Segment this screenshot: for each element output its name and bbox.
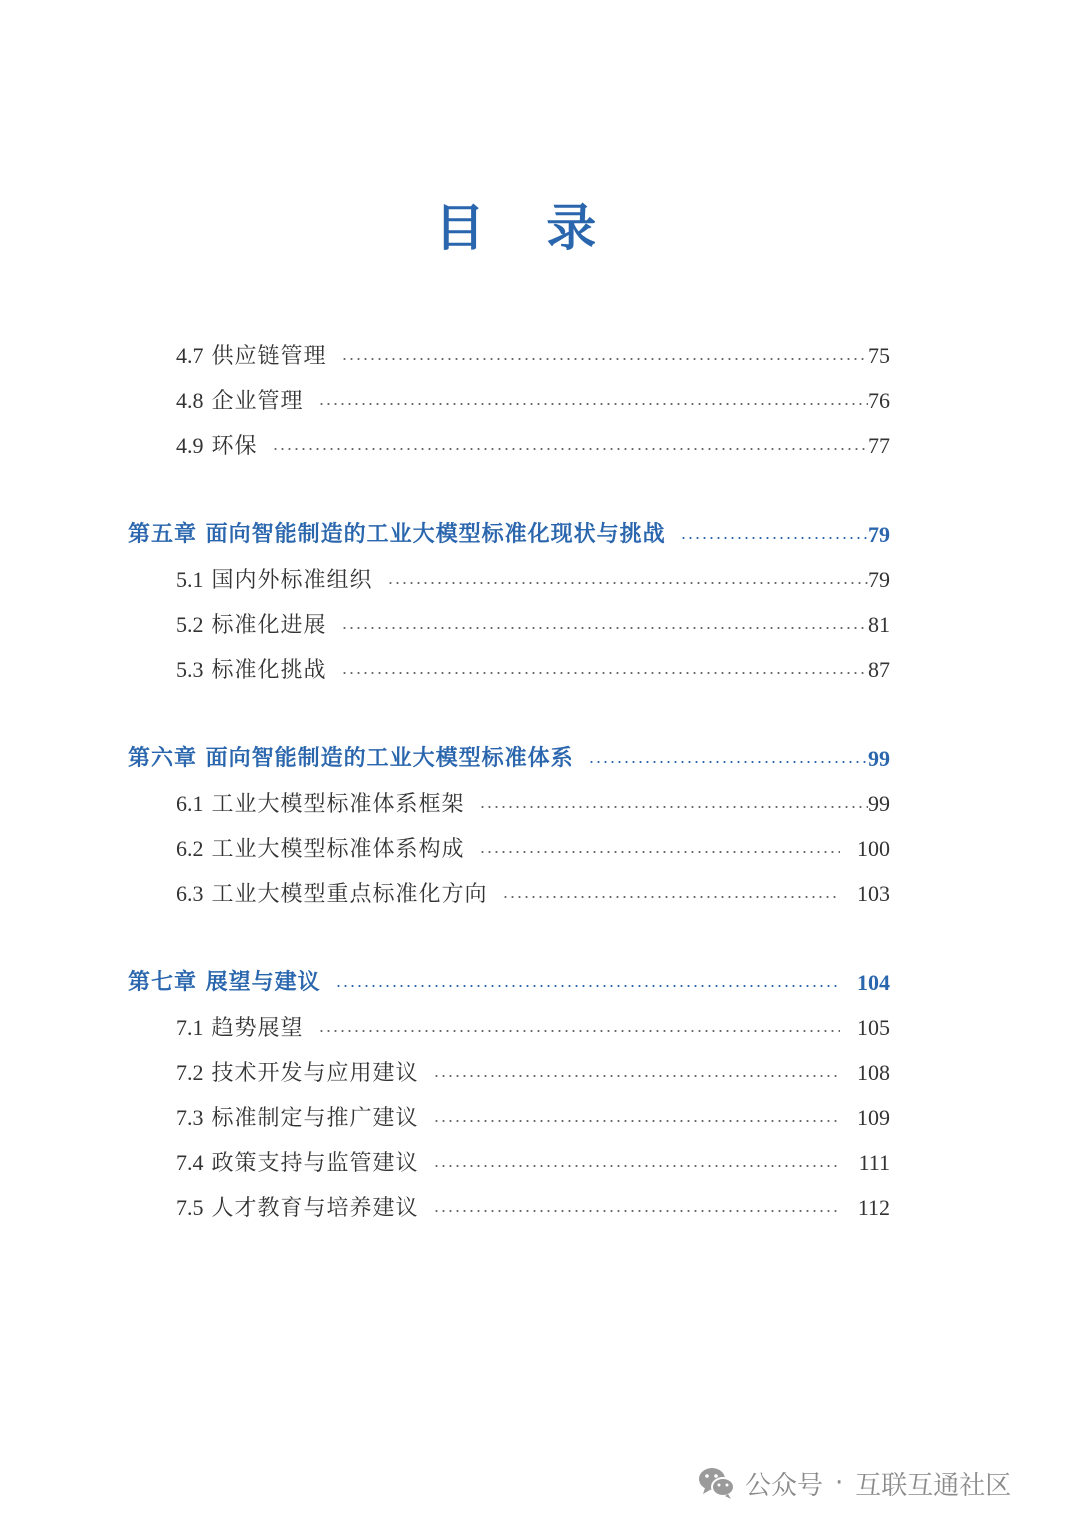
toc-chapter-7[interactable] xyxy=(128,965,890,1001)
toc-entry-4-8[interactable] xyxy=(176,383,890,419)
toc-page-number: 103 xyxy=(857,881,890,906)
dot-leader xyxy=(272,448,868,450)
toc-page-number: 111 xyxy=(858,1150,890,1175)
toc-entry-7-5[interactable] xyxy=(176,1190,890,1226)
toc-page-number: 104 xyxy=(857,970,890,995)
footer-separator: · xyxy=(835,1468,844,1498)
toc-page-number: 112 xyxy=(857,1195,890,1220)
dot-leader xyxy=(341,627,868,629)
dot-leader xyxy=(341,672,868,674)
toc-entry-label: 7.3 标准制定与推广建议 xyxy=(176,1104,419,1131)
dot-leader xyxy=(318,403,868,405)
dot-leader xyxy=(680,537,868,539)
toc-entry-label: 7.2 技术开发与应用建议 xyxy=(176,1059,419,1086)
toc-entry-7-3[interactable] xyxy=(176,1100,890,1136)
toc-entry-7-1[interactable] xyxy=(176,1010,890,1046)
toc-entry-7-4[interactable] xyxy=(176,1145,890,1181)
toc-page-number: 87 xyxy=(868,657,890,682)
dot-leader xyxy=(502,896,840,898)
toc-page-number: 79 xyxy=(868,522,890,547)
dot-leader xyxy=(341,358,868,360)
toc-entry-label: 7.5 人才教育与培养建议 xyxy=(176,1194,419,1221)
toc-page-number: 99 xyxy=(868,746,890,771)
toc-chapter-label: 第七章 展望与建议 xyxy=(128,970,321,995)
toc-page-number: 81 xyxy=(868,612,890,637)
toc-entry-label: 4.7 供应链管理 xyxy=(176,342,327,369)
toc-entry-4-9[interactable] xyxy=(176,428,890,464)
toc-entry-label: 6.1 工业大模型标准体系框架 xyxy=(176,790,465,817)
toc-chapter-5[interactable] xyxy=(128,517,890,553)
toc-entry-7-2[interactable] xyxy=(176,1055,890,1091)
toc-entry-label: 6.2 工业大模型标准体系构成 xyxy=(176,835,465,862)
footer-account-label: 公众号 xyxy=(745,1470,824,1501)
dot-leader xyxy=(433,1120,840,1122)
toc-page-number: 108 xyxy=(857,1060,890,1085)
toc-page-number: 105 xyxy=(857,1015,890,1040)
toc-page-number: 100 xyxy=(857,836,890,861)
wechat-icon xyxy=(697,1465,737,1501)
toc-page-number: 76 xyxy=(868,388,890,413)
toc-entry-label: 4.9 环保 xyxy=(176,432,258,459)
toc-entry-label: 5.3 标准化挑战 xyxy=(176,656,327,683)
toc-entry-label: 6.3 工业大模型重点标准化方向 xyxy=(176,880,488,907)
dot-leader xyxy=(433,1210,840,1212)
dot-leader xyxy=(318,1030,840,1032)
footer-account-name: 互联互通社区 xyxy=(855,1470,1012,1501)
dot-leader xyxy=(335,985,840,987)
toc-page-number: 75 xyxy=(868,343,890,368)
watermark-footer xyxy=(697,1462,1057,1504)
toc-entry-4-7[interactable] xyxy=(176,338,890,374)
toc-entry-label: 7.1 趋势展望 xyxy=(176,1014,304,1041)
toc-entry-6-3[interactable] xyxy=(176,876,890,912)
toc-entry-5-3[interactable] xyxy=(176,652,890,688)
toc-page-number: 99 xyxy=(868,791,890,816)
toc-page-number: 109 xyxy=(857,1105,890,1130)
toc-chapter-6[interactable] xyxy=(128,741,890,777)
toc-entry-6-2[interactable] xyxy=(176,831,890,867)
toc-chapter-label: 第六章 面向智能制造的工业大模型标准体系 xyxy=(128,746,574,771)
dot-leader xyxy=(387,582,868,584)
toc-entry-5-2[interactable] xyxy=(176,607,890,643)
toc-entry-label: 5.2 标准化进展 xyxy=(176,611,327,638)
toc-entry-label: 5.1 国内外标准组织 xyxy=(176,566,373,593)
dot-leader xyxy=(588,761,868,763)
dot-leader xyxy=(433,1165,840,1167)
dot-leader xyxy=(479,851,840,853)
toc-page-number: 77 xyxy=(868,433,890,458)
dot-leader xyxy=(479,806,868,808)
toc-chapter-label: 第五章 面向智能制造的工业大模型标准化现状与挑战 xyxy=(128,522,666,547)
page-title: 目 录 xyxy=(434,199,619,257)
toc-page-number: 79 xyxy=(868,567,890,592)
toc-entry-label: 4.8 企业管理 xyxy=(176,387,304,414)
dot-leader xyxy=(433,1075,840,1077)
toc-entry-5-1[interactable] xyxy=(176,562,890,598)
toc-entry-label: 7.4 政策支持与监管建议 xyxy=(176,1149,419,1176)
toc-entry-6-1[interactable] xyxy=(176,786,890,822)
